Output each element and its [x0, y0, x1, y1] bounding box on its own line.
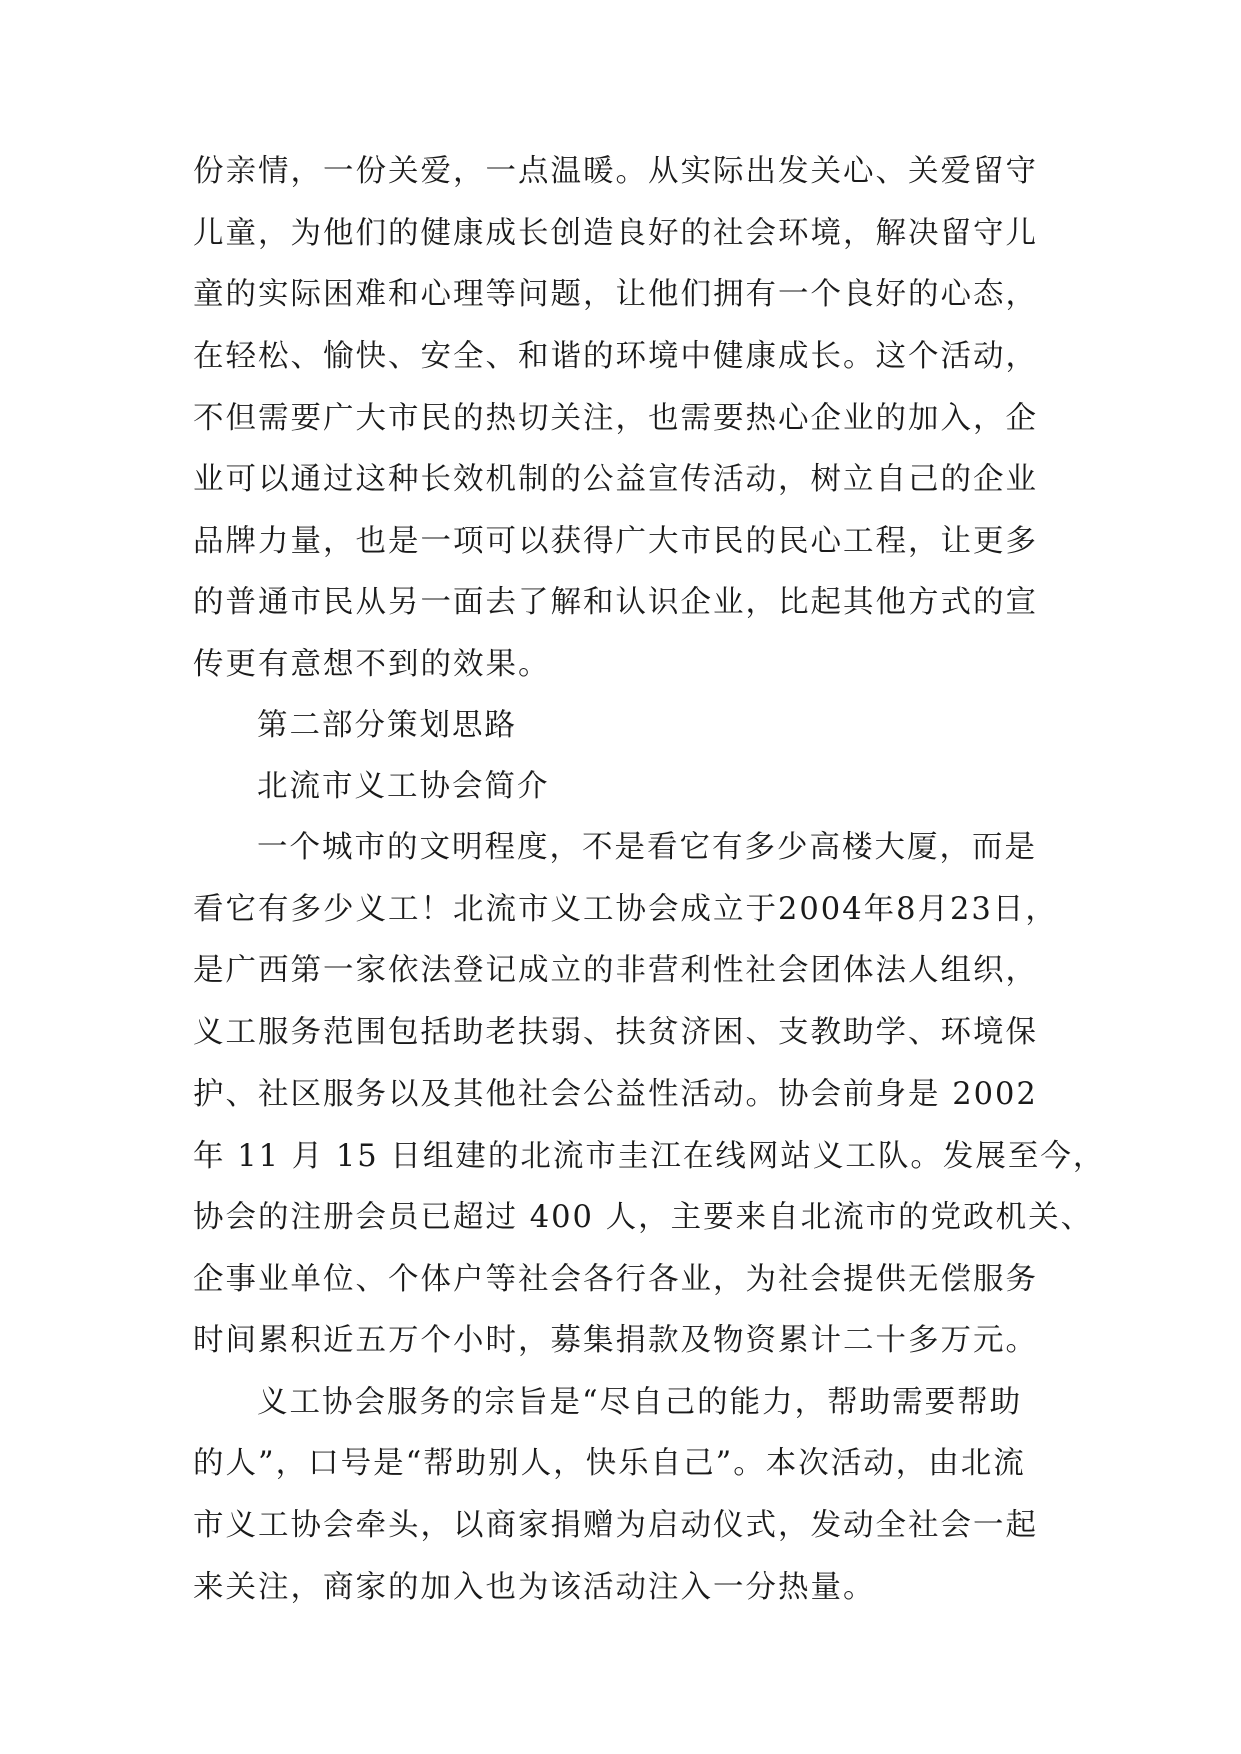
text-line: 童的实际困难和心理等问题，让他们拥有一个良好的心态， [193, 277, 1038, 312]
text-line: 义工协会服务的宗旨是“尽自己的能力，帮助需要帮助 [257, 1385, 1023, 1420]
text-line: 年 11 月 15 日组建的北流市圭江在线网站义工队。发展至今， [193, 1139, 1106, 1174]
section-heading: 第二部分策划思路 [257, 708, 517, 743]
text-line: 不但需要广大市民的热切关注，也需要热心企业的加入，企 [193, 401, 1038, 436]
text-line: 时间累积近五万个小时，募集捐款及物资累计二十多万元。 [193, 1323, 1038, 1358]
text-line: 传更有意想不到的效果。 [193, 647, 551, 682]
text-line: 看它有多少义工！北流市义工协会成立于2004年8月23日， [193, 892, 1058, 927]
text-line: 市义工协会牵头，以商家捐赠为启动仪式，发动全社会一起 [193, 1508, 1038, 1543]
text-line: 份亲情，一份关爱，一点温暖。从实际出发关心、关爱留守 [193, 154, 1038, 189]
text-line: 在轻松、愉快、安全、和谐的环境中健康成长。这个活动， [193, 339, 1038, 374]
text-line: 企事业单位、个体户等社会各行各业，为社会提供无偿服务 [193, 1262, 1038, 1297]
text-line: 儿童，为他们的健康成长创造良好的社会环境，解决留守儿 [193, 216, 1038, 251]
text-line: 义工服务范围包括助老扶弱、扶贫济困、支教助学、环境保 [193, 1015, 1038, 1050]
text-line: 一个城市的文明程度，不是看它有多少高楼大厦，而是 [257, 830, 1037, 865]
text-line: 业可以通过这种长效机制的公益宣传活动，树立自己的企业 [193, 462, 1038, 497]
text-line: 护、社区服务以及其他社会公益性活动。协会前身是 2002 [193, 1077, 1038, 1112]
text-line: 来关注，商家的加入也为该活动注入一分热量。 [193, 1570, 876, 1605]
text-line: 品牌力量，也是一项可以获得广大市民的民心工程，让更多 [193, 524, 1038, 559]
text-line: 是广西第一家依法登记成立的非营利性社会团体法人组织， [193, 953, 1038, 988]
text-line: 的人”，口号是“帮助别人，快乐自己”。本次活动，由北流 [193, 1446, 1026, 1481]
text-line: 协会的注册会员已超过 400 人，主要来自北流市的党政机关、 [193, 1200, 1094, 1235]
subsection-heading: 北流市义工协会简介 [257, 769, 550, 804]
text-line: 的普通市民从另一面去了解和认识企业，比起其他方式的宣 [193, 585, 1038, 620]
